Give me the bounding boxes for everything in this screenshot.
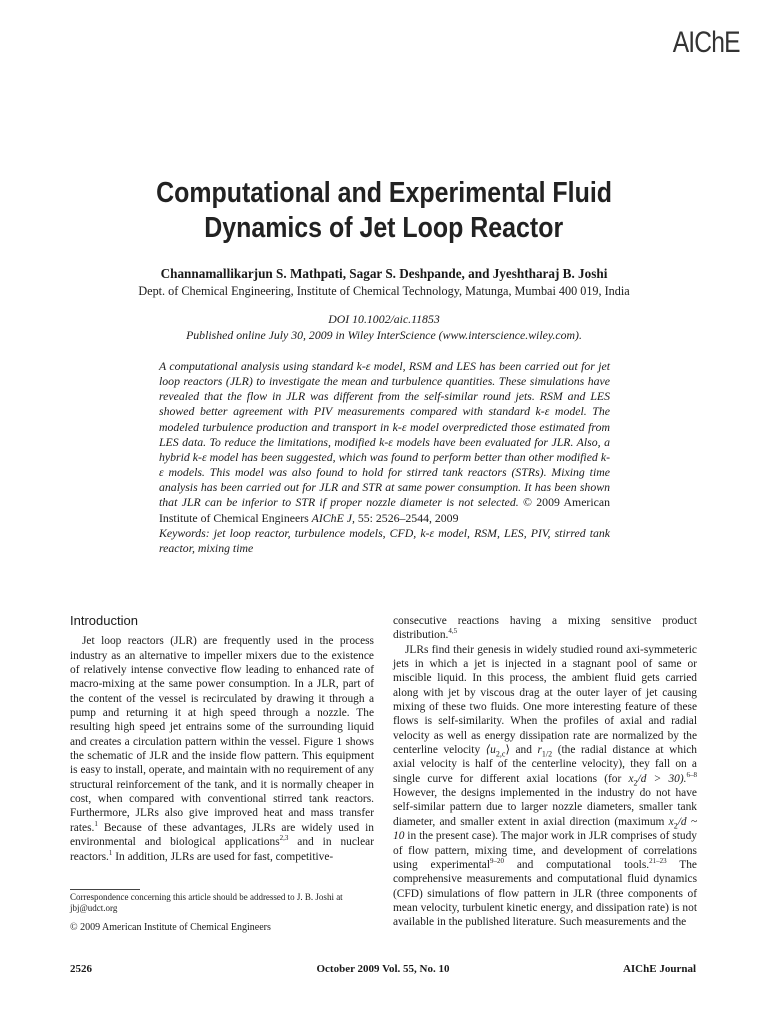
correspondence-footnote: Correspondence concerning this article should be addressed to J. B. Joshi at jbj@udct.org <box>70 892 343 913</box>
footnote-divider <box>70 889 140 890</box>
issue-info: October 2009 Vol. 55, No. 10 <box>316 963 450 975</box>
title-line-1: Computational and Experimental Fluid <box>156 177 612 209</box>
keywords: Keywords: jet loop reactor, turbulence models, CFD, k-ε model, RSM, LES, PIV, stirred tank reactor, mixing time <box>159 525 610 555</box>
citation-details: 55: 2526–2544, 2009 <box>357 510 459 525</box>
publisher-logo: AIChE <box>672 26 740 59</box>
journal-name: AIChE Journal <box>622 963 696 975</box>
intro-paragraph-2: JLRs find their genesis in widely studied round axi-symmeteric jets in which a jet is injected in a stagnant pool of same or miscible liquid. In this process, the ambient fluid gets carried along with jet by viscous drag at the outer layer of jet causing mixing of these two fluids. One more interesting feature of these flows is self-similarity. When the profiles of axial and radial velocity as well as energy dissipation rate are normalized by the centerline velocity $⟨u_{2,c}⟩$ and $r_{1/2}$ (the radial distance at which axial velocity is half of the centerline velocity), they fall on a single curve for different axial locations (for $x_2/d > 30).^{6-8}$ However, the designs implemented in the industry do not have self-similar pattern due to larger nozzle diameters, smaller tank diameter, and smaller extent in axial direction (maximum $x_2/d$ ~ 10 in the present case). The major work in JLR comprises of study of flow pattern, mixing time, and development of correlations using experimental$^{9-20}$ and computational tools.$^{21-23}$ The comprehensive measurements and computational fluid dynamics (CFD) simulations of flow pattern in JLR (three components of mean velocity, turbulent kinetic energy, and dissipation rate) is not available in the published literature. Such measurements and the <box>393 643 697 929</box>
paper-title <box>0 176 768 246</box>
abstract-text: A computational analysis using standard k-ε model, RSM and LES has been carried out for jet loop reactors (JLR) to investigate the mean and turbulence quantities. These simulations have revealed that the flow in JLR was different from the self-similar round jets. RSM and LES showed better agreement with PIV measurements compared with standard k-ε model. The modeled turbulence production and transport in k-ε model overpredicted those estimated from LES data. To reduce the limitations, modified k-ε models have been evaluated for JLR. Also, a hybrid k-ε model has been suggested, which was found to perform better than other modified k-ε models. This model was also found to hold for stirred tank reactors (STRs). Mixing time analysis has been carried out for JLR and STR at same power consumption. It has been shown that JLR can be inferior to STR if proper nozzle diameter is not selected. <box>159 359 610 510</box>
right-column <box>393 614 697 930</box>
intro-paragraph-1: Jet loop reactors (JLR) are frequently used in the process industry as an alternative to impeller mixers due to the existence of relatively intense convective flow leading to enhanced rate of macro-mixing at the same power consumption. In a JLR, part of the content of the vessel is recirculated by drawing it through a pump and returning it at high speed through a nozzle. The resulting high speed jet entrains some of the surrounding liquid and creates a circulation pattern within the vessel. Figure 1 shows the schematic of JLR and the inside flow pattern. This equipment is easy to install, operate, and maintain with no requirement of any structural reinforcement of the tank, and it is normally cheaper in cost, when compared with conventional stirred tank reactors. Furthermore, JLRs also give improved heat and mass transfer rates.$^1$ Because of these advantages, JLRs are widely used in environmental and biological applications$^{2,3}$ and in nuclear reactors.$^1$ In addition, JLRs are used for fast, competitive- <box>70 635 374 863</box>
doi: DOI 10.1002/aic.11853 <box>328 312 440 326</box>
copyright-notice: © 2009 American Institute of Chemical Engineers <box>70 922 271 933</box>
citation-journal: AIChE J, <box>311 510 355 525</box>
section-heading-introduction: Introduction <box>70 613 138 628</box>
publication-info: Published online July 30, 2009 in Wiley InterScience (www.interscience.wiley.com). <box>186 328 582 342</box>
author-list: Channamallikarjun S. Mathpati, Sagar S. Deshpande, and Jyeshtharaj B. Joshi <box>160 266 608 281</box>
abstract <box>159 359 610 556</box>
abstract-copyright: © 2009 American Institute of Chemical Engineers <box>159 495 611 525</box>
page-number: 2526 <box>70 963 92 975</box>
left-column <box>70 614 374 864</box>
affiliation: Dept. of Chemical Engineering, Institute of Chemical Technology, Matunga, Mumbai 400 019, India <box>138 284 630 298</box>
title-line-2: Dynamics of Jet Loop Reactor <box>204 212 564 244</box>
intro-paragraph-continued: consecutive reactions having a mixing sensitive product distribution.$^{4,5}$ <box>393 615 697 642</box>
